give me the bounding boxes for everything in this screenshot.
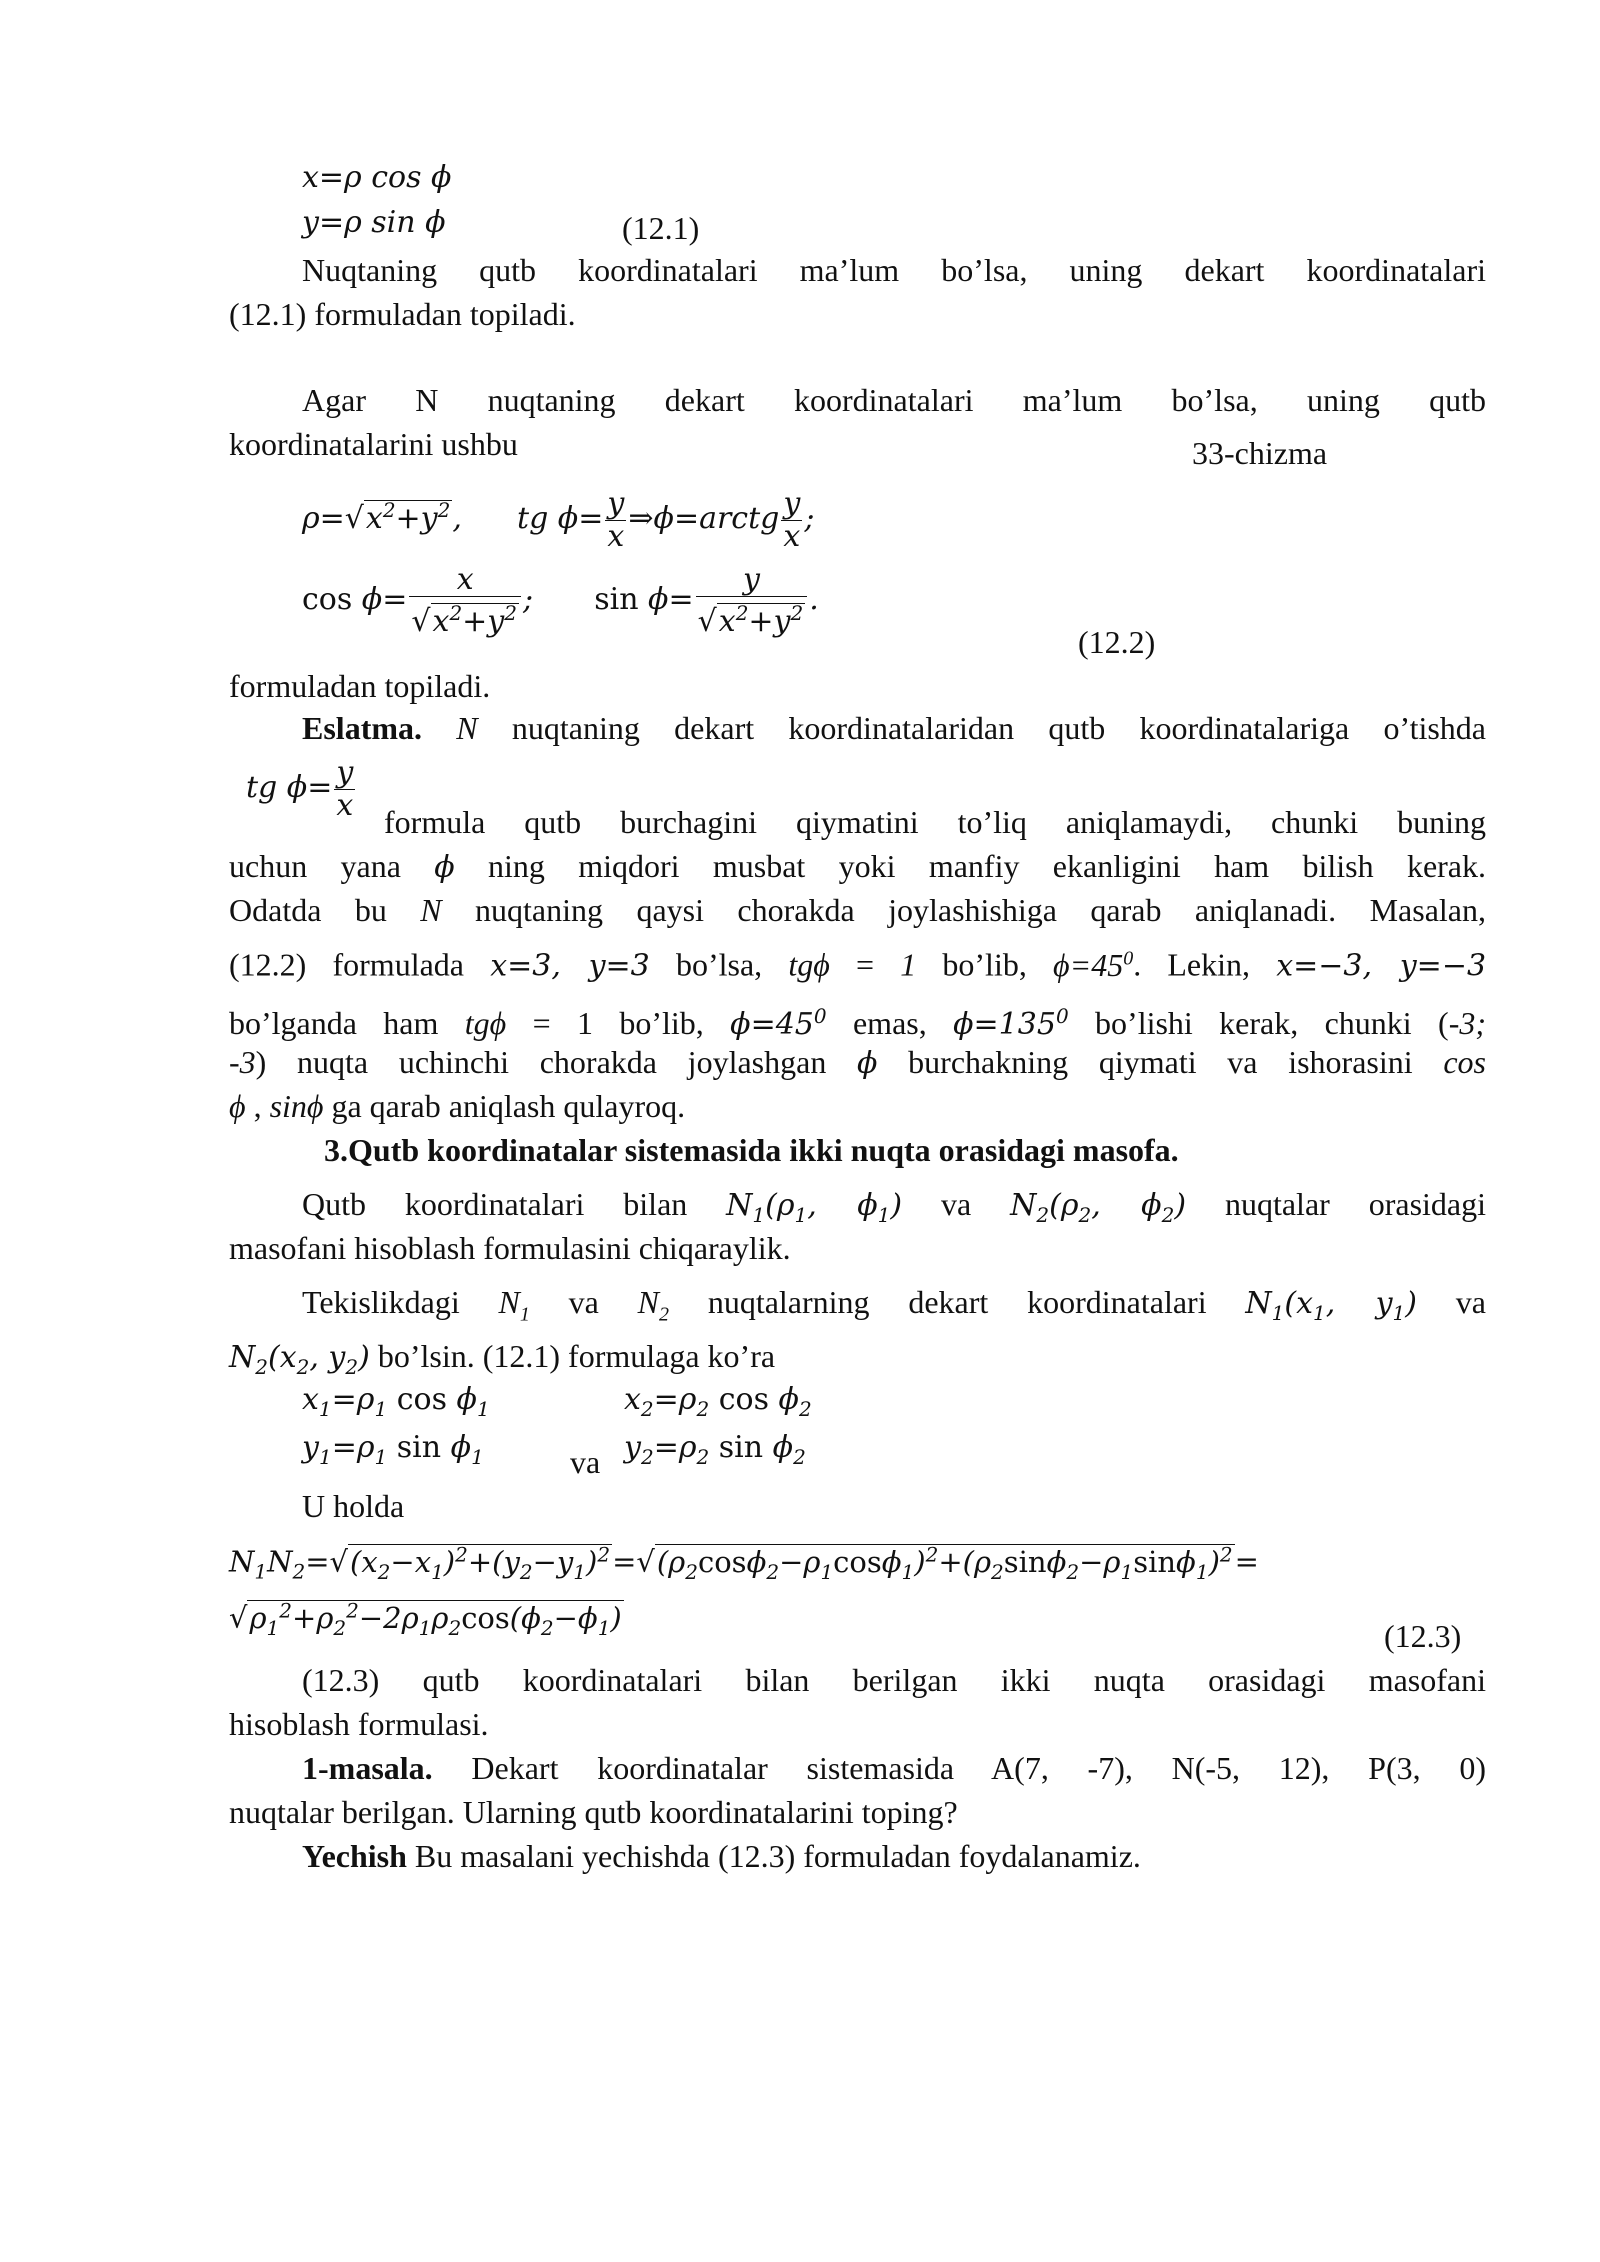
section-heading: 3.Qutb koordinatalar sistemasida ikki nuqta orasidagi masofa. bbox=[324, 1132, 1179, 1168]
para5-line1: Tekislikdagi $N_1$ va $N_2$ nuqtalarning dekart koordinatalari $N_1(x_1$, $y_1$) va bbox=[302, 1284, 1486, 1326]
system-x1: $x_1=\rho_1$ $\cos \phi_1$ bbox=[302, 1382, 490, 1421]
eslatma-line4: Odatda bu N nuqtaning qaysi chorakda joylashishiga qarab aniqlanadi. Masalan, bbox=[229, 892, 1487, 928]
para2-line2: koordinatalarini ushbu bbox=[229, 426, 518, 462]
eslatma-line1: Eslatma. N nuqtaning dekart koordinatalaridan qutb koordinatalariga o’tishda bbox=[302, 710, 1487, 746]
para2-line1: Agar N nuqtaning dekart koordinatalari ma’lum bo’lsa, uning qutb bbox=[302, 382, 1486, 418]
rho-formula: $\rho=√x^2+y^2$, bbox=[302, 498, 462, 536]
formula-12-2-number: (12.2) bbox=[1078, 624, 1156, 660]
system-y2: $y_2=\rho_2$ $\sin \phi_2$ bbox=[624, 1430, 806, 1469]
masala-bold: 1-masala. bbox=[302, 1750, 433, 1786]
yechish-text: Bu masalani yechishda (12.3) formuladan foydalanamiz. bbox=[414, 1838, 1141, 1874]
cos-formula: cos ϕ= $\frac{x}{√x^2+y^2}$ ; bbox=[302, 562, 534, 639]
para4-line2: masofani hisoblash formulasini chiqaraylik. bbox=[229, 1230, 791, 1266]
tg-formula: tg ϕ= $\frac{y}{x}$ ⇒ϕ=arctg $\frac{y}{x}$ ; bbox=[517, 485, 815, 554]
eslatma-line7: -3) nuqta uchinchi chorakda joylashgan ϕ burchakning qiymati va ishorasini cos bbox=[229, 1044, 1486, 1081]
formula-12-3-line1: $N_1N_2=√(x_2-x_1)^2+(y_2-y_1)^2=√(\rho_2\cos\phi_2-\rho_1\cos\phi_1)^2+(\rho_2\sin\phi_2-\rho_1\sin\phi_1)^2=$ bbox=[229, 1542, 1259, 1584]
formula-12-3-line2: $√\rho_1^2+\rho_2^2-2\rho_1\rho_2\cos(\phi_2-\phi_1)$ bbox=[229, 1598, 622, 1640]
formula-12-2-rho-tg bbox=[302, 474, 814, 555]
eslatma-bold: Eslatma. bbox=[302, 710, 422, 746]
para1-line2: (12.1) formuladan topiladi. bbox=[229, 296, 576, 332]
masala-line1: 1-masala. Dekart koordinatalar sistemasida A(7, -7), N(-5, 12), P(3, 0) bbox=[302, 1750, 1487, 1786]
eslatma-line3: uchun yana ϕ ning miqdori musbat yoki manfiy ekanligini ham bilish kerak. bbox=[229, 848, 1487, 885]
formula-12-3-number: (12.3) bbox=[1384, 1618, 1462, 1654]
eslatma-line2: formula qutb burchagini qiymatini to’liq aniqlamaydi, chunki buning bbox=[384, 804, 1486, 840]
sin-formula: sin ϕ= $\frac{y}{√x^2+y^2}$ . bbox=[594, 562, 819, 639]
para3: formuladan topiladi. bbox=[229, 668, 491, 704]
eslatma-line6: bo’lganda ham tgϕ = 1 bo’lib, $\phi=45^0$ emas, $\phi=135^0$ bo’lishi kerak, chunki (-3; bbox=[229, 1004, 1487, 1042]
yechish-bold: Yechish bbox=[302, 1838, 407, 1874]
masala-line2: nuqtalar berilgan. Ularning qutb koordinatalarini toping? bbox=[229, 1794, 958, 1830]
para6-line1: (12.3) qutb koordinatalari bilan berilgan ikki nuqta orasidagi masofani bbox=[302, 1662, 1486, 1698]
para6-line2: hisoblash formulasi. bbox=[229, 1706, 489, 1742]
formula-12-1-line2: y=ρ sin ϕ bbox=[302, 205, 446, 240]
eslatma-line5: (12.2) formulada x=3, y=3 bo’lsa, tgϕ = 1 bo’lib, $\phi=45^0$. Lekin, x=−3, y=−3 bbox=[229, 946, 1487, 984]
eslatma-formula: tg ϕ= $\frac{y}{x}$ bbox=[246, 754, 354, 823]
eslatma-line8: ϕ , sinϕ ga qarab aniqlash qulayroq. bbox=[229, 1088, 686, 1124]
yechish-line bbox=[302, 1836, 1141, 1876]
formula-12-1-line1: x=ρ cos ϕ bbox=[302, 160, 452, 195]
u-holda: U holda bbox=[302, 1488, 405, 1524]
para4-line1: Qutb koordinatalari bilan $N_1(\rho_1$, $\phi_1$) va $N_2(\rho_2$, $\phi_2$) nuqtalar orasidagi bbox=[302, 1186, 1487, 1227]
system-x2: $x_2=\rho_2$ $\cos \phi_2$ bbox=[624, 1382, 812, 1421]
system-va: va bbox=[570, 1444, 601, 1480]
system-y1: $y_1=\rho_1$ $\sin \phi_1$ bbox=[302, 1430, 484, 1469]
figure-label: 33-chizma bbox=[1192, 435, 1328, 471]
formula-12-1-number: (12.1) bbox=[622, 210, 700, 246]
formula-12-2-cos-sin bbox=[302, 562, 819, 638]
para5-line2: $N_2(x_2$, $y_2$) bo’lsin. (12.1) formulaga ko’ra bbox=[229, 1338, 776, 1379]
para1-line1: Nuqtaning qutb koordinatalari ma’lum bo’lsa, uning dekart koordinatalari bbox=[302, 252, 1486, 288]
